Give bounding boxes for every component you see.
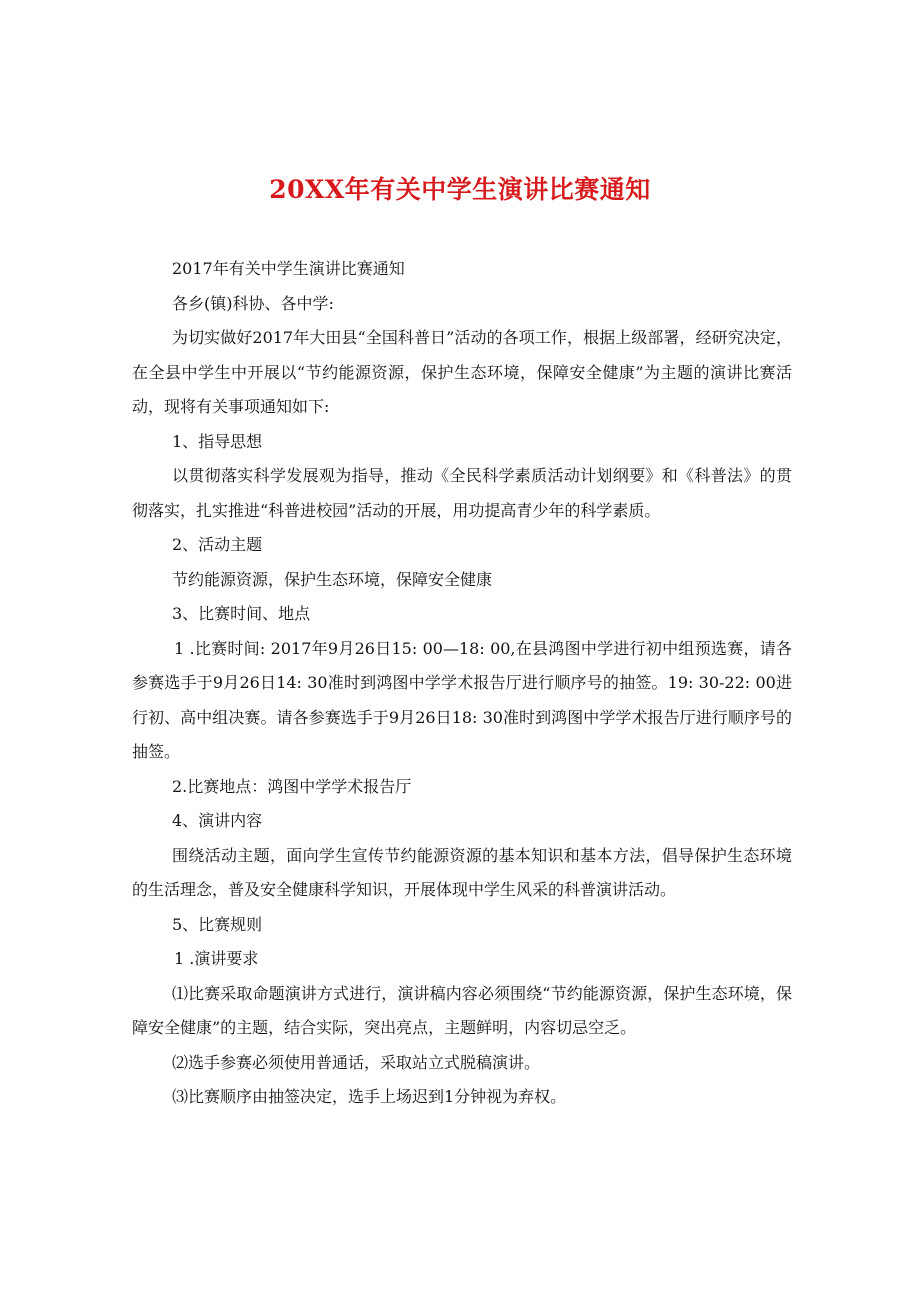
document-title: 20XX年有关中学生演讲比赛通知 bbox=[269, 175, 651, 204]
sub-heading-speech-requirements: 1 .演讲要求 bbox=[174, 949, 259, 968]
paragraph-activity-theme: 节约能源资源，保护生态环境，保障安全健康 bbox=[172, 569, 493, 589]
paragraph-competition-time: 1 .比赛时间: 2017年9月26日15: 00—18: 00,在县鸿图中学进行初中组预选赛，请各参赛选手于9月26日14: 30准时到鸿图中学学术报告厅进行顺序号的抽签。19: 30-22: 00进行初、高中组决赛。请各参赛选手于9月26日18: 30准时到鸿图中学学术报告厅进行顺序号的抽签。 bbox=[132, 638, 792, 761]
section-heading-speech-content: 4、演讲内容 bbox=[172, 811, 263, 830]
paragraph-subtitle: 2017年有关中学生演讲比赛通知 bbox=[172, 259, 405, 278]
section-heading-rules: 5、比赛规则 bbox=[172, 914, 263, 934]
section-heading-time-place: 3、比赛时间、地点 bbox=[172, 604, 311, 623]
paragraph-guiding-ideology: 以贯彻落实科学发展观为指导，推动《全民科学素质活动计划纲要》和《科普法》的贯彻落实，扎实推进“科普进校园”活动的开展，用功提高青少年的科学素质。 bbox=[132, 466, 792, 520]
paragraph-competition-place: 2.比赛地点：鸿图中学学术报告厅 bbox=[172, 776, 412, 796]
rule-item-2: ⑵选手参赛必须使用普通话，采取站立式脱稿演讲。 bbox=[172, 1052, 541, 1072]
section-heading-activity-theme: 2、活动主题 bbox=[172, 535, 263, 554]
paragraph-recipients: 各乡(镇)科协、各中学: bbox=[172, 293, 334, 313]
section-heading-guiding-ideology: 1、指导思想 bbox=[172, 431, 263, 451]
paragraph-intro: 为切实做好2017年大田县“全国科普日”活动的各项工作，根据上级部署，经研究决定，在全县中学生中开展以“节约能源资源，保护生态环境，保障安全健康”为主题的演讲比赛活动，现将有关事项通知如下: bbox=[132, 328, 792, 416]
paragraph-speech-content: 围绕活动主题，面向学生宣传节约能源资源的基本知识和基本方法，倡导保护生态环境的生活理念，普及安全健康科学知识，开展体现中学生风采的科普演讲活动。 bbox=[132, 845, 792, 899]
document-body bbox=[132, 252, 792, 1115]
rule-item-1: ⑴比赛采取命题演讲方式进行，演讲稿内容必须围绕“节约能源资源，保护生态环境，保障安全健康”的主题，结合实际，突出亮点，主题鲜明，内容切忌空乏。 bbox=[132, 983, 792, 1037]
rule-item-3: ⑶比赛顺序由抽签决定，选手上场迟到1分钟视为弃权。 bbox=[172, 1087, 567, 1106]
